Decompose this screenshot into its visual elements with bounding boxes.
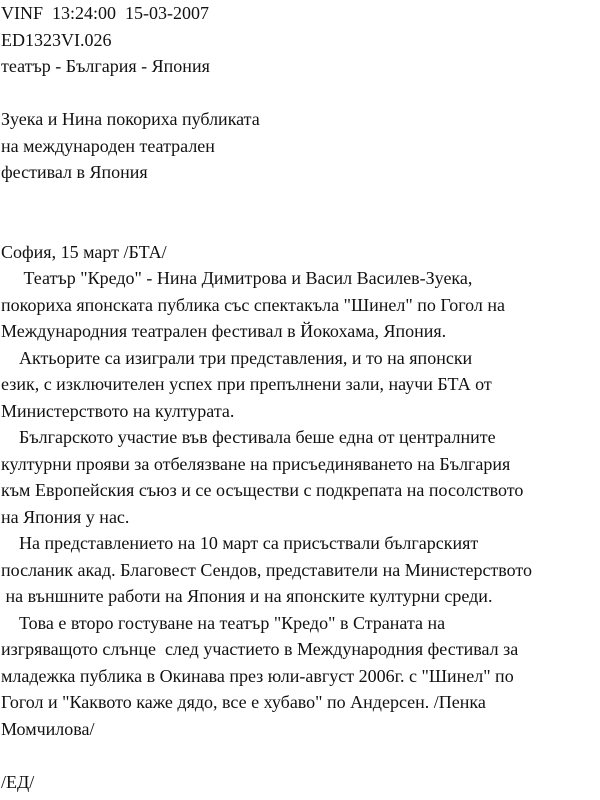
body-line: Актьорите са изиграли три представления, и то на японски <box>1 347 473 368</box>
body-line: изгряващото слънце след участието в Международния фестивал за <box>1 639 519 659</box>
body-line: Гогол и "Каквото каже дядо, все е хубаво" по Андерсен. /Пенка <box>1 692 486 712</box>
keywords: театър - България - Япония <box>1 56 210 76</box>
blank-line <box>1 80 532 107</box>
author-line: Момчилова/ <box>1 718 95 739</box>
headline-line: на международен театрален <box>1 135 215 156</box>
body-line: покориха японската публика със спектакъла "Шинел" по Гогол на <box>1 294 505 315</box>
blank-line <box>1 186 532 213</box>
meta-line: VINF 13:24:00 15-03-2007 <box>1 3 209 23</box>
body-line: посланик акад. Благовест Сендов, представители на Министерството <box>1 559 533 580</box>
dateline: София, 15 март /БТА/ <box>1 241 167 262</box>
body-line: младежка публика в Окинава през юли-август 2006г. с "Шинел" по <box>1 665 514 686</box>
body-line: на Япония у нас. <box>1 506 130 527</box>
body-line: На представлението на 10 март са присъствали българският <box>1 533 479 553</box>
body-line: Министерството на културата. <box>1 400 235 421</box>
document-code: ED1323VI.026 <box>1 29 112 50</box>
headline-line: Зуека и Нина покориха публиката <box>1 109 260 129</box>
body-line: Българското участие във фестивала беше една от централните <box>1 427 496 447</box>
body-line: към Европейския съюз и се осъществи с подкрепата на посолството <box>1 480 524 500</box>
body-line: на външните работи на Япония и на японските културни среди. <box>1 586 493 606</box>
body-line: културни прояви за отбелязване на присъединяването на България <box>1 453 511 474</box>
blank-line <box>1 212 532 239</box>
blank-line <box>1 742 532 769</box>
body-line: език, с изключителен успех при препълнени зали, научи БТА от <box>1 374 492 394</box>
headline-line: фестивал в Япония <box>1 162 148 182</box>
body-line: Това е второ гостуване на театър "Кредо" в Страната на <box>1 612 446 633</box>
body-line: Театър "Кредо" - Нина Димитрова и Васил Василев-Зуека, <box>1 268 473 288</box>
body-line: Международния театрален фестивал в Йокохама, Япония. <box>1 321 447 341</box>
editor-signoff: /ЕД/ <box>1 771 35 792</box>
news-document <box>1 0 532 795</box>
